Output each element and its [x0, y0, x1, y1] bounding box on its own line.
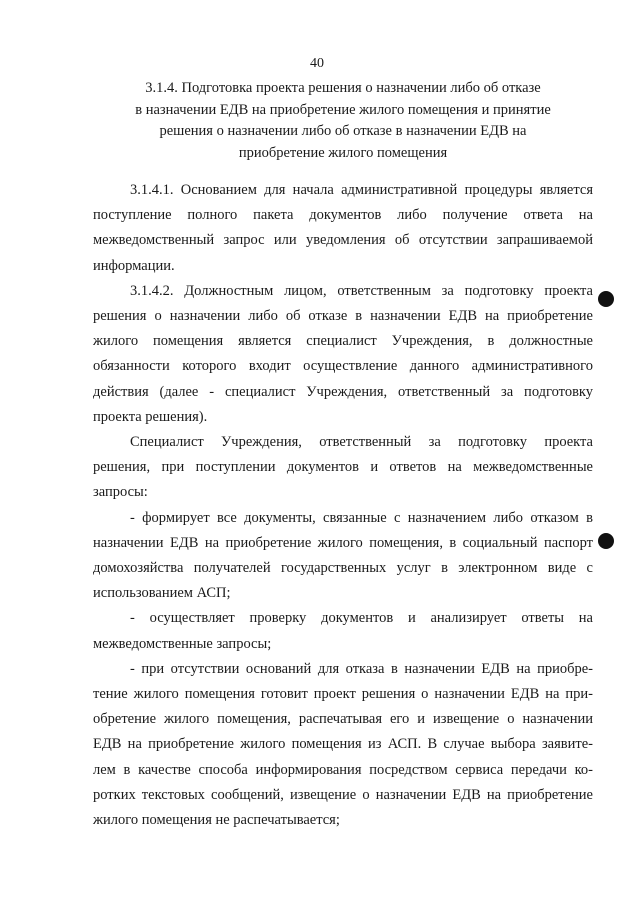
text-line: действия (далее - специалист Учреждения, ответственный за подготовку [93, 383, 593, 400]
text-line: ротких текстовых сообщений, извещение о назначении ЕДВ на приобретение [93, 786, 593, 803]
paragraph-basis [93, 178, 593, 279]
paragraph-responsible-official [93, 279, 593, 430]
heading-line: приобретение жилого помещения [238, 144, 448, 161]
text-line: 3.1.4.2. Должностным лицом, ответственным за подготовку проекта [130, 282, 593, 299]
text-line: информации. [93, 257, 175, 274]
text-line: - формирует все документы, связанные с назначением либо отказом в [130, 509, 593, 526]
section-heading [110, 78, 576, 164]
text-line: решения, при поступлении документов и ответов на межведомственные [93, 459, 593, 476]
text-line: 3.1.4.1. Основанием для начала административной процедуры является [130, 182, 593, 198]
list-item-verifies-documents [93, 606, 593, 656]
text-line: проекта решения). [93, 408, 208, 425]
text-line: домохозяйства получателей государственных услуг в электронном виде с [93, 560, 593, 577]
text-line: лем в качестве способа информирования посредством сервиса передачи ко- [93, 761, 593, 778]
text-line: обретение жилого помещения, распечатывая его и извещение о назначении [93, 711, 593, 728]
text-line: запросы: [93, 484, 148, 501]
list-item-prepares-draft [93, 657, 593, 833]
text-line: жилого помещения не распечатывается; [93, 812, 340, 829]
paragraph-specialist-actions [93, 430, 593, 506]
text-line: поступление полного пакета документов либо получение ответа на [93, 207, 593, 224]
binder-hole-mark [598, 533, 614, 549]
list-item-forms-documents [93, 506, 593, 607]
text-line: использованием АСП; [93, 585, 231, 602]
text-line: решения о назначении либо об отказе в назначении ЕДВ на приобретение [93, 308, 593, 325]
text-line: Специалист Учреждения, ответственный за подготовку проекта [130, 434, 593, 451]
text-line: - при отсутствии оснований для отказа в назначении ЕДВ на приобре- [130, 660, 593, 677]
text-line: тение жилого помещения готовит проект решения о назначении ЕДВ на при- [93, 686, 593, 703]
heading-line: в назначении ЕДВ на приобретение жилого помещения и принятие [135, 101, 551, 118]
text-line: межведомственные запросы; [93, 635, 272, 652]
text-line: ЕДВ на приобретение жилого помещения из АСП. В случае выбора заявите- [93, 736, 593, 753]
text-line: назначении ЕДВ на приобретение жилого помещения, в социальный паспорт [93, 534, 593, 551]
text-line: жилого помещения является специалист Учреждения, в должностные [93, 333, 593, 350]
binder-hole-mark [598, 291, 614, 307]
document-body [93, 178, 593, 833]
heading-line: решения о назначении либо об отказе в назначении ЕДВ на [159, 123, 527, 139]
text-line: обязанности которого входит осуществление данного административного [93, 358, 593, 375]
heading-line: 3.1.4. Подготовка проекта решения о назначении либо об отказе [145, 80, 541, 96]
text-line: - осуществляет проверку документов и анализирует ответы на [130, 610, 593, 627]
text-line: межведомственный запрос или уведомления об отсутствии запрашиваемой [93, 232, 593, 249]
page-number: 40 [310, 56, 324, 71]
